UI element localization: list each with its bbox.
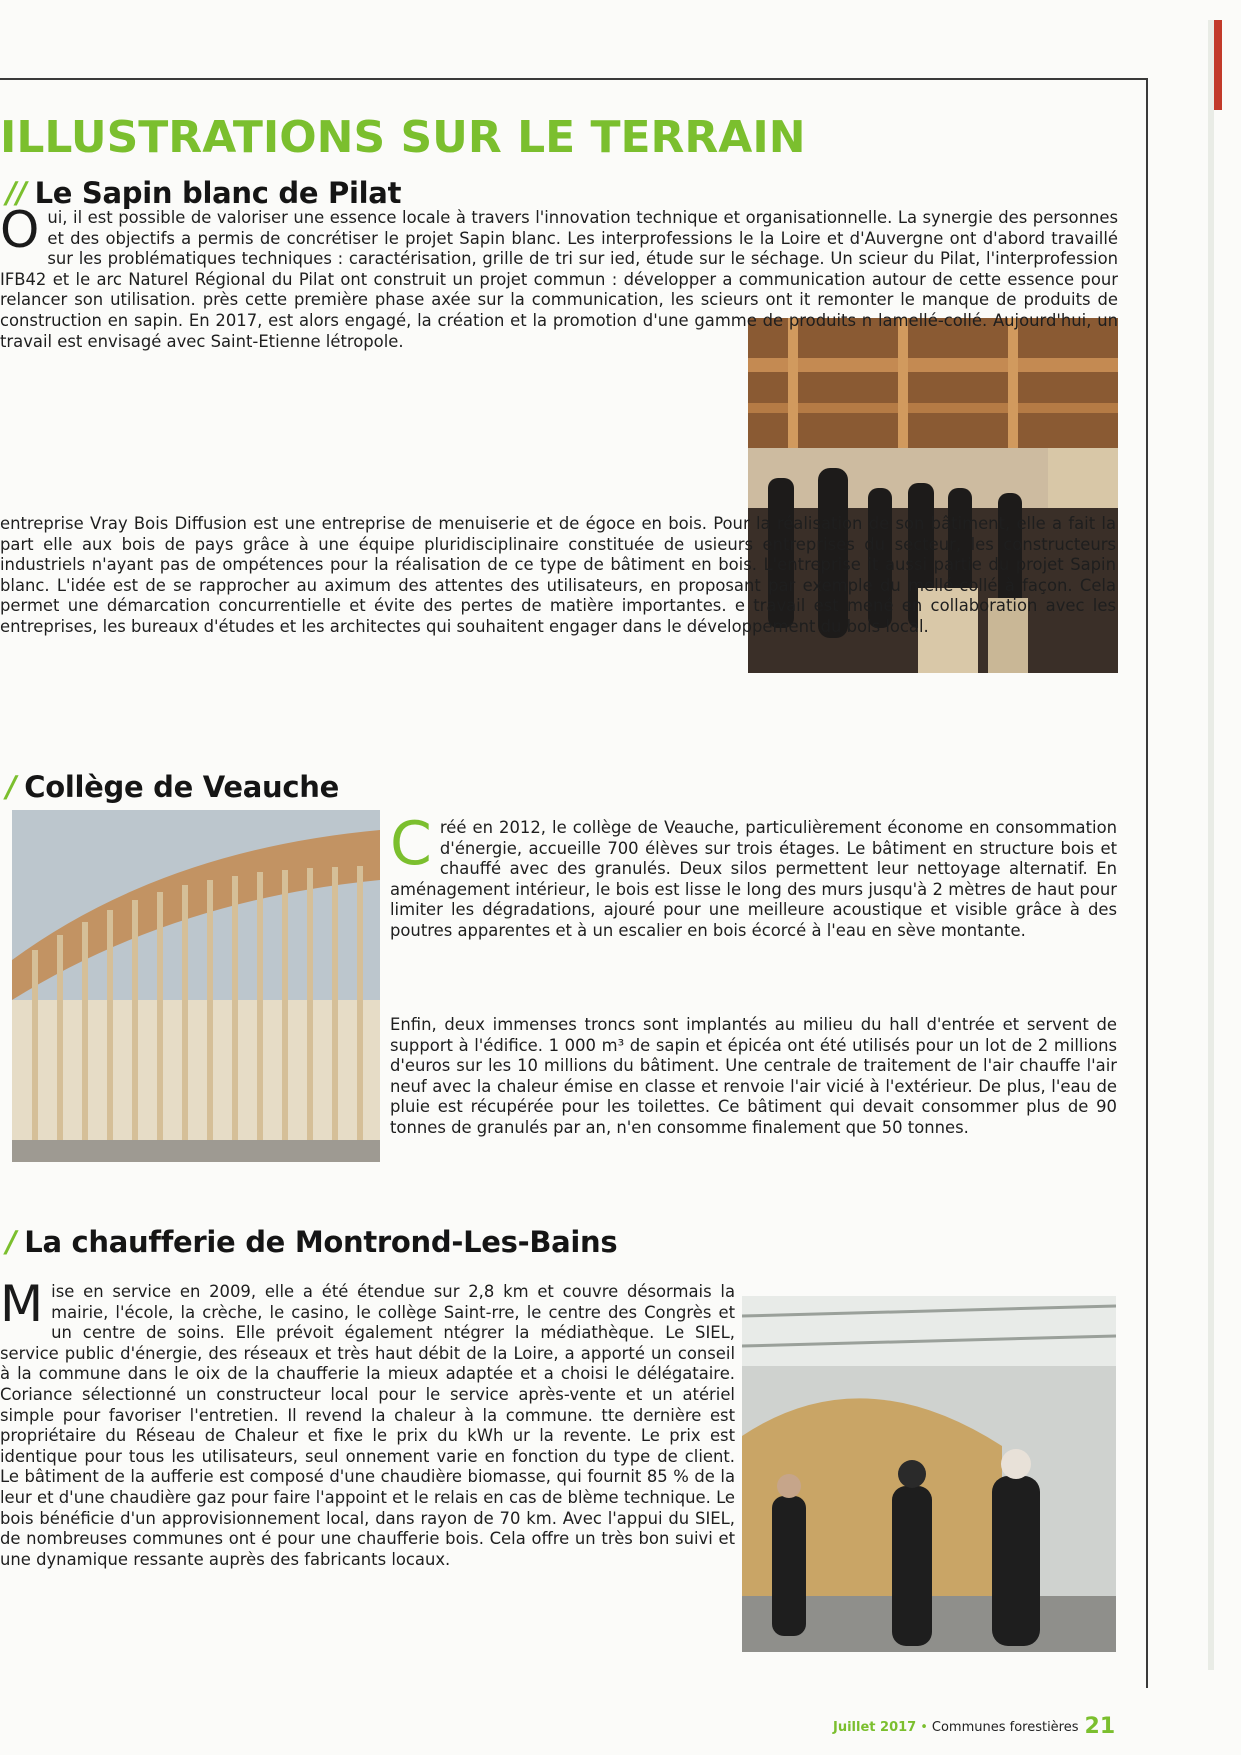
footer-dot: • [920, 1720, 928, 1735]
dropcap-m: M [0, 1275, 44, 1333]
main-title: ILLUSTRATIONS SUR LE TERRAIN [0, 112, 806, 163]
section-title-text: Collège de Veauche [24, 770, 339, 804]
title-slashes: // [6, 176, 27, 210]
section-title-montrond [6, 1225, 617, 1259]
footer-page-number: 21 [1084, 1714, 1116, 1739]
sapin-para2-text: entreprise Vray Bois Diffusion est une entreprise de menuiserie et de égoce en bois. Pour la réalisation de son bâtiment, elle a fait la part elle aux bois de pays grâce à une équipe pluridisciplinaire constituée de usieurs entreprises du secteur, les constructeurs industriels n'ayant pas de ompétences pour la réalisation de ce type de bâtiment en bois. L'entreprise it aussi partie du projet Sapin blanc. L'idée est de se rapprocher au aximum des attentes des utilisateurs, en proposant par exemple du mellé-collé à façon. Cela permet une démarcation concurrentielle et évite des pertes de matière importantes. e travail est mené en collaboration avec les entreprises, les bureaux d'études et les architectes qui souhaitent engager dans le développement du bois local. [0, 514, 1116, 636]
dropcap-c: C [390, 809, 432, 879]
page-footer [833, 1714, 1115, 1739]
sapin-paragraph-1 [0, 201, 1118, 352]
photo-college-veauche [12, 810, 380, 1162]
footer-magazine: Communes forestières [931, 1720, 1079, 1735]
right-rule [1146, 78, 1148, 1688]
section-title-sapin [6, 176, 401, 210]
dropcap-o: O [0, 201, 40, 259]
veauche-paragraph-1 [390, 809, 1117, 942]
title-slashes: / [6, 770, 17, 804]
title-slashes: / [6, 1225, 17, 1259]
page-edge-tab [1214, 20, 1222, 110]
section-title-veauche [6, 770, 339, 804]
footer-month: Juillet 2017 [833, 1720, 917, 1735]
section-title-text: Le Sapin blanc de Pilat [34, 176, 402, 210]
photo-chaufferie [742, 1296, 1116, 1652]
section-title-text: La chaufferie de Montrond-Les-Bains [24, 1225, 618, 1259]
sapin-para1-text: ui, il est possible de valoriser une essence locale à travers l'innovation technique et organisationnelle. La synergie des personnes et des objectifs a permis de concrétiser le projet Sapin blanc. Les interprofessions le la Loire et d'Auvergne ont d'abord travaillé sur les problématiques techniques : caractérisation, grille de tri sur ied, étude sur le séchage. Un scieur du Pilat, l'interprofession IFB42 et le arc Naturel Régional du Pilat ont construit un projet commun : développer a communication autour de cette essence pour relancer son utilisation. près cette première phase axée sur la communication, les scieurs ont it remonter le manque de produits de construction en sapin. En 2017, est alors engagé, la création et la promotion d'une gamme de produits n lamellé-collé. Aujourd'hui, un travail est envisagé avec Saint-Etienne létropole. [0, 208, 1118, 351]
page-edge-strip [1208, 20, 1214, 1670]
sapin-paragraph-2 [0, 514, 1116, 638]
veauche-para1-text: réé en 2012, le collège de Veauche, particulièrement économe en consommation d'énergie, accueille 700 élèves sur trois étages. Le bâtiment en structure bois et chauffé avec des granulés. Deux silos permettent leur nettoyage alternatif. En aménagement intérieur, le bois est lisse le long des murs jusqu'à 2 mètres de haut pour limiter les dégradations, ajouré pour une meilleure acoustique et visible grâce à des poutres apparentes et à un escalier en bois écorcé à l'eau en sève montante. [390, 818, 1117, 940]
top-rule [0, 78, 1148, 80]
veauche-paragraph-2 [390, 1015, 1117, 1139]
montrond-paragraph [0, 1275, 735, 1570]
veauche-para2-text: Enfin, deux immenses troncs sont implantés au milieu du hall d'entrée et servent de support à l'édifice. 1 000 m³ de sapin et épicéa ont été utilisés pour un lot de 2 millions d'euros sur les 10 millions du bâtiment. Une centrale de traitement de l'air chauffe l'air neuf avec la chaleur émise en classe et renvoie l'air vicié à l'extérieur. De plus, l'eau de pluie est récupérée pour les toilettes. Ce bâtiment qui devait consommer plus de 90 tonnes de granulés par an, n'en consomme finalement que 50 tonnes. [390, 1015, 1117, 1137]
montrond-para-text: ise en service en 2009, elle a été étendue sur 2,8 km et couvre désormais la mairie, l'école, la crèche, le casino, le collège Saint-rre, le centre des Congrès et un centre de soins. Elle prévoit également ntégrer la médiathèque. Le SIEL, service public d'énergie, des réseaux et très haut débit de la Loire, a apporté un conseil à la commune dans le oix de la chaufferie la mieux adaptée et a choisi le délégataire. Coriance sélectionné un constructeur local pour le service après-vente et un atériel simple pour favoriser l'entretien. Il revend la chaleur à la commune. tte dernière est propriétaire du Réseau de Chaleur et fixe le prix du kWh ur la revente. Le prix est identique pour tous les utilisateurs, seul onnement varie en fonction du type de client. Le bâtiment de la aufferie est composé d'une chaudière biomasse, qui fournit 85 % de la leur et d'une chaudière gaz pour faire l'appoint et le relais en cas de blème technique. Le bois bénéficie d'un approvisionnement local, dans rayon de 70 km. Avec l'appui du SIEL, de nombreuses communes ont é pour une chaufferie bois. Cela offre un très bon suivi et une dynamique ressante auprès des fabricants locaux. [0, 1282, 735, 1569]
